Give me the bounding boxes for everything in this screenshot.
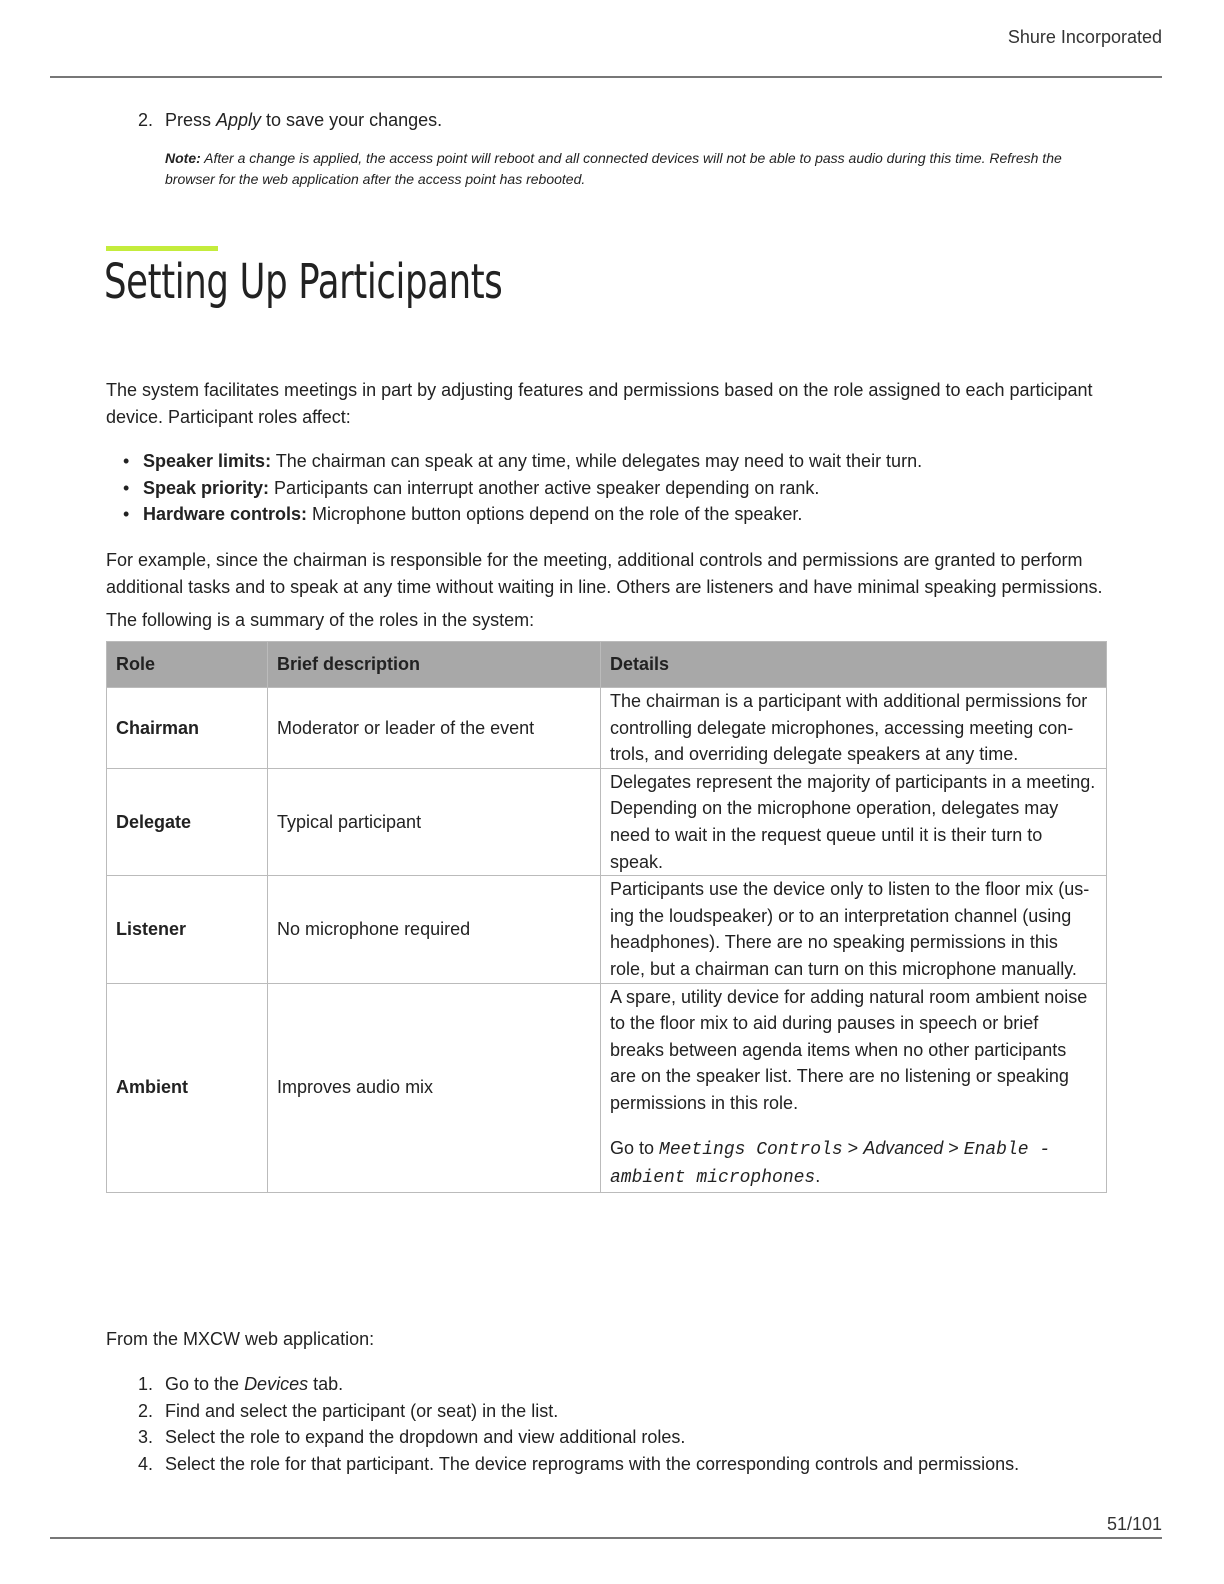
ambient-settings-path (610, 1135, 1097, 1192)
path-separator: > (842, 1137, 864, 1158)
note-text: After a change is applied, the access point will reboot and all connected devices will not be able to pass audio during this time. Refresh the browser for the web application after the access point has rebooted. (165, 150, 1062, 187)
table-header-row (107, 642, 1107, 688)
list-item: • Speaker limits: The chairman can speak at any time, while delegates may need to wait their turn. (123, 451, 923, 471)
bullet-text: The chairman can speak at any time, while delegates may need to wait their turn. (271, 451, 923, 471)
step-text: Select the role to expand the dropdown and view additional roles. (165, 1427, 686, 1448)
list-item (138, 1451, 1019, 1478)
header-role: Role (107, 642, 268, 688)
details-text: Delegates represent the majority of participants in a meeting. Depending on the microphone operation, delegates may need to wait in the request queue until it is their turn to speak. (610, 771, 1096, 872)
intro-paragraph: The system facilitates meetings in part by adjusting features and permissions based on the role assigned to each participant device. Participant roles affect: (106, 380, 1093, 427)
bullet-term: Speak priority: (143, 477, 270, 498)
path-separator: > (943, 1137, 964, 1158)
brief-cell: No microphone required (268, 876, 601, 983)
table-row (107, 983, 1107, 1192)
prior-step-2 (138, 108, 442, 132)
brief-cell: Improves audio mix (268, 983, 601, 1192)
path-advanced: Advanced (863, 1137, 944, 1158)
bullet-text: Participants can interrupt another active speaker depending on rank. (269, 477, 820, 498)
path-goto: Go to (610, 1137, 660, 1158)
role-effects-list (106, 448, 922, 528)
list-item: • Hardware controls: Microphone button options depend on the role of the speaker. (123, 504, 803, 525)
table-row (107, 688, 1107, 769)
details-text: Participants use the device only to listen to the floor mix (using the loudspeaker) or to an interpretation channel (using headphones). There are no speaking permissions in this role, but a chairman can turn on this microphone manually. (610, 879, 1090, 979)
details-text: A spare, utility device for adding natural room ambient noise to the floor mix to aid during pauses in speech or brief breaks between agenda items when no other participants are on the speaker list. There are no listening or speaking permissions in this role. (610, 986, 1088, 1113)
step-text-end: to save your changes. (261, 110, 443, 130)
brief-cell: Typical participant (268, 768, 601, 875)
list-item (138, 1371, 1019, 1398)
roles-table (106, 641, 1107, 1193)
step-number: 1. (138, 1374, 154, 1394)
step-number: 4. (138, 1453, 154, 1474)
role-cell: Ambient (107, 983, 268, 1192)
list-item (138, 1424, 1019, 1451)
bullet-term: Speaker limits: (143, 451, 272, 471)
table-row (107, 876, 1107, 983)
procedure-steps (138, 1371, 1019, 1477)
header-details: Details (601, 642, 1107, 688)
path-meetings-controls: Meetings Controls (659, 1139, 843, 1160)
section-title: Setting Up Participants (104, 254, 503, 310)
step-number: 2. (138, 1400, 154, 1421)
details-cell (601, 768, 1107, 875)
step-text: Press (165, 110, 217, 130)
role-cell: Listener (107, 876, 268, 983)
step-text-end: tab. (308, 1374, 344, 1394)
step-text: Go to the (165, 1374, 245, 1394)
note (165, 148, 1105, 190)
details-text: The chairman is a participant with additional permissions for controlling delegate microphones, accessing meeting controls, and overriding delegate speakers at any time. (610, 691, 1088, 765)
table-row (107, 768, 1107, 875)
path-end: . (815, 1166, 821, 1187)
path-enable: Enable - ambient microphones (610, 1139, 1051, 1189)
header-company: Shure Incorporated (1007, 27, 1162, 47)
example-paragraph: For example, since the chairman is responsible for the meeting, additional controls and permissions are granted to perform additional tasks and to speak at any time without waiting in line. Others are listeners and have minimal speaking permissions. (106, 550, 1103, 597)
page-number: 51/101 (1106, 1514, 1162, 1534)
bullet-text: Microphone button options depend on the role of the speaker. (307, 504, 803, 525)
section-accent-bar (106, 246, 218, 251)
list-item (138, 1398, 1019, 1425)
header-rule (50, 76, 1162, 78)
bullet-term: Hardware controls: (143, 504, 308, 525)
role-cell: Delegate (107, 768, 268, 875)
role-cell: Chairman (107, 688, 268, 769)
apply-term: Apply (216, 110, 262, 130)
details-cell (601, 688, 1107, 769)
step-number: 3. (138, 1427, 154, 1448)
step-text: Select the role for that participant. The device reprograms with the corresponding controls and permissions. (165, 1453, 1020, 1474)
header-brief: Brief description (268, 642, 601, 688)
summary-intro: The following is a summary of the roles in the system: (106, 610, 535, 630)
step-number: 2. (138, 110, 154, 130)
procedure-intro: From the MXCW web application: (106, 1329, 375, 1349)
list-item: • Speak priority: Participants can interrupt another active speaker depending on rank. (123, 477, 820, 498)
footer-rule (50, 1537, 1162, 1539)
devices-tab-term: Devices (244, 1374, 309, 1394)
brief-cell: Moderator or leader of the event (268, 688, 601, 769)
details-cell (601, 876, 1107, 983)
note-label: Note: (165, 150, 201, 166)
step-text: Find and select the participant (or seat) in the list. (165, 1400, 559, 1421)
details-cell (601, 983, 1107, 1192)
